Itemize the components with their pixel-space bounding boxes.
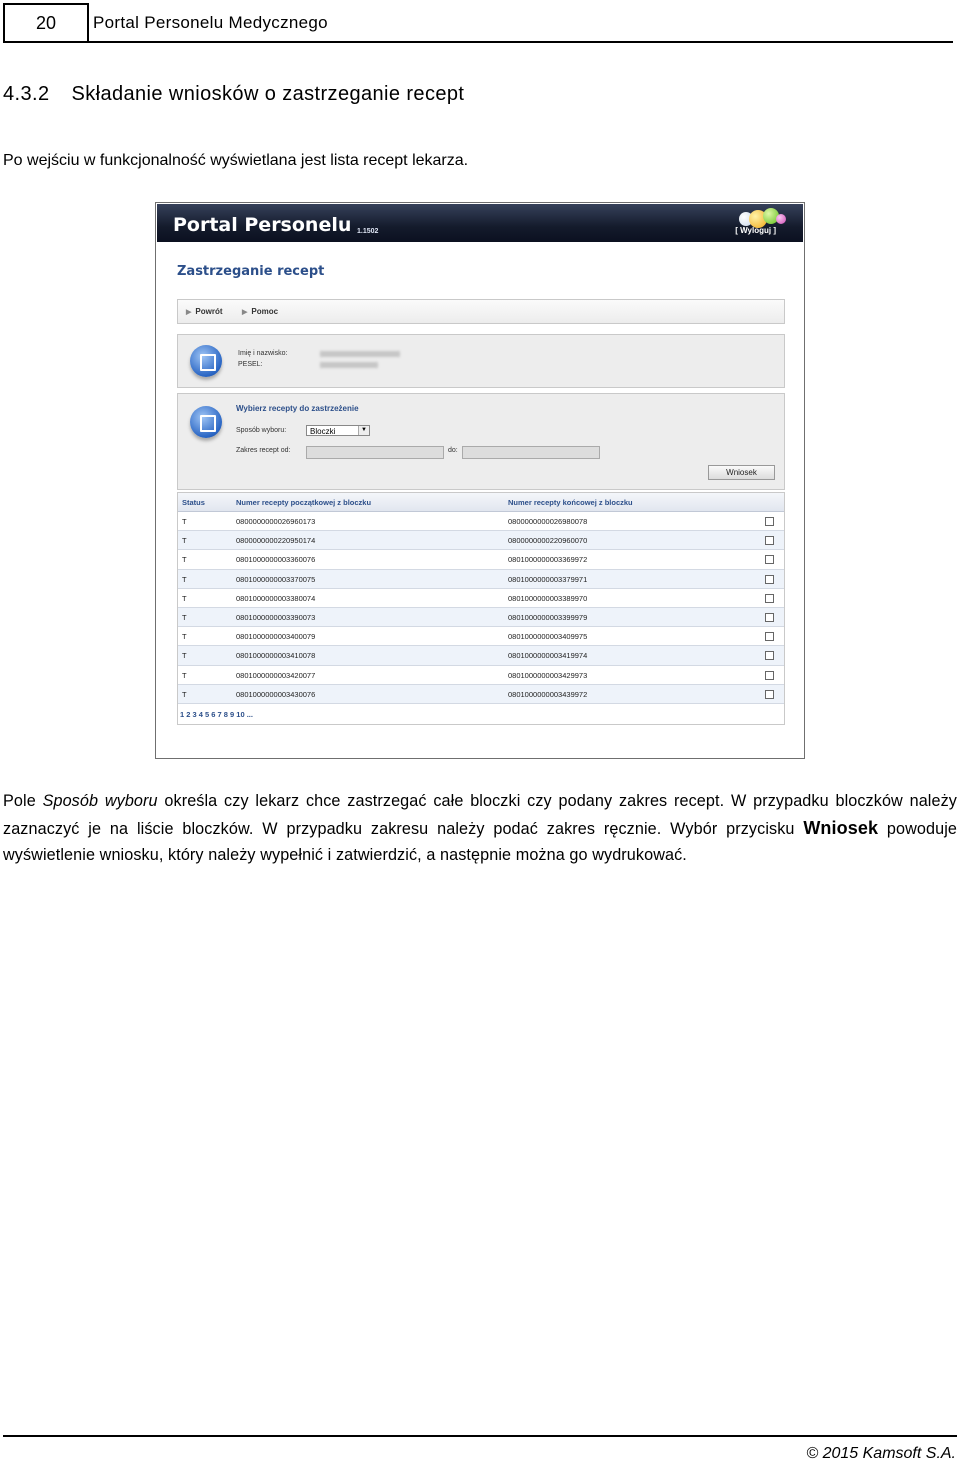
end-number-cell: 0801000000003409975	[508, 632, 588, 642]
name-value-blurred	[320, 351, 400, 357]
table-row	[178, 531, 784, 550]
portal-body	[157, 242, 803, 757]
section-title: Składanie wniosków o zastrzeganie recept	[71, 83, 465, 105]
start-number-cell: 0800000000220950174	[236, 536, 316, 546]
row-checkbox[interactable]	[765, 671, 774, 680]
row-checkbox[interactable]	[765, 517, 774, 526]
row-checkbox[interactable]	[765, 613, 774, 622]
range-to-input[interactable]	[462, 446, 600, 459]
start-number-cell: 0800000000026960173	[236, 517, 316, 526]
status-cell: T	[182, 612, 187, 622]
end-number-cell: 0801000000003439972	[508, 689, 588, 699]
portal-header-bar	[157, 204, 803, 242]
page-header	[3, 3, 953, 43]
status-cell: T	[182, 632, 187, 642]
back-button[interactable]: ▶ Powrót	[186, 307, 223, 316]
edit-document-icon	[190, 406, 222, 438]
start-number-cell: 0801000000003410078	[236, 651, 316, 661]
table-row	[178, 608, 784, 627]
end-number-cell: 0801000000003379971	[508, 574, 588, 584]
edit-document-icon	[190, 345, 222, 377]
selection-heading: Wybierz recepty do zastrzeżenie	[236, 404, 359, 413]
status-cell: T	[182, 536, 187, 546]
column-header-status: Status	[182, 498, 205, 507]
page-number: 20	[3, 3, 89, 41]
table-row	[178, 666, 784, 685]
chevron-down-icon: ▼	[358, 426, 369, 435]
range-from-input[interactable]	[306, 446, 444, 459]
start-number-cell: 0801000000003420077	[236, 670, 316, 680]
end-number-cell: 0800000000220960070	[508, 536, 588, 546]
status-cell: T	[182, 574, 187, 584]
wniosek-button[interactable]: Wniosek	[708, 465, 775, 480]
status-cell: T	[182, 555, 187, 565]
start-number-cell: 0801000000003400079	[236, 632, 316, 642]
footer-divider	[3, 1435, 957, 1437]
arrow-left-icon: ▶	[186, 309, 192, 316]
range-label: Zakres recept od:	[236, 447, 291, 454]
pager-links[interactable]: 1 2 3 4 5 6 7 8 9 10 ...	[180, 709, 253, 719]
header-title: Portal Personelu Medycznego	[93, 13, 328, 32]
table-row	[178, 646, 784, 665]
status-cell: T	[182, 689, 187, 699]
start-number-cell: 0801000000003360076	[236, 555, 316, 565]
table-header	[178, 493, 784, 512]
status-cell: T	[182, 670, 187, 680]
section-heading	[3, 83, 464, 106]
portal-version: 1.1502	[357, 228, 379, 235]
end-number-cell: 0800000000026980078	[508, 517, 588, 526]
status-cell: T	[182, 593, 187, 603]
row-checkbox[interactable]	[765, 594, 774, 603]
end-number-cell: 0801000000003419974	[508, 651, 588, 661]
start-number-cell: 0801000000003380074	[236, 593, 316, 603]
paragraph-text: określa czy lekarz chce zastrzegać całe bloczki czy podany zakres recept. W przypadku bloczków należy zaznaczyć je na liście bloczków. W przypadku zakresu należy podać zakres ręcznie. Wybór przycisku	[3, 792, 957, 838]
portal-screenshot	[155, 202, 805, 759]
logout-link[interactable]: [ Wyloguj ]	[735, 226, 776, 235]
body-paragraph	[3, 788, 957, 869]
table-row	[178, 589, 784, 608]
column-header-end: Numer recepty końcowej z bloczku	[508, 498, 633, 507]
method-select-value: Bloczki	[310, 427, 336, 436]
end-number-cell: 0801000000003429973	[508, 670, 588, 680]
row-checkbox[interactable]	[765, 651, 774, 660]
row-checkbox[interactable]	[765, 632, 774, 641]
table-row	[178, 627, 784, 646]
portal-page-title: Zastrzeganie recept	[177, 264, 325, 279]
table-row	[178, 550, 784, 569]
table-row	[178, 512, 784, 531]
end-number-cell: 0801000000003389970	[508, 593, 588, 603]
table-row	[178, 570, 784, 589]
start-number-cell: 0801000000003390073	[236, 612, 316, 622]
row-checkbox[interactable]	[765, 690, 774, 699]
help-button[interactable]: ▶ Pomoc	[242, 307, 279, 316]
row-checkbox[interactable]	[765, 536, 774, 545]
end-number-cell: 0801000000003399979	[508, 612, 588, 622]
end-number-cell: 0801000000003369972	[508, 555, 588, 565]
prescription-table	[177, 492, 785, 725]
paragraph-text: Pole	[3, 792, 43, 810]
pager[interactable]	[178, 704, 784, 724]
arrow-right-icon: ▶	[242, 309, 248, 316]
column-header-start: Numer recepty początkowej z bloczku	[236, 498, 372, 507]
method-select[interactable]	[306, 425, 370, 436]
toolbar	[177, 299, 785, 324]
start-number-cell: 0801000000003370075	[236, 574, 316, 584]
start-number-cell: 0801000000003430076	[236, 689, 316, 699]
section-number: 4.3.2	[3, 83, 50, 105]
status-cell: T	[182, 651, 187, 661]
paragraph-italic-term: Sposób wyboru	[42, 792, 158, 810]
selection-panel	[177, 393, 785, 490]
copyright: © 2015 Kamsoft S.A.	[806, 1445, 956, 1462]
table-row	[178, 685, 784, 704]
portal-title: Portal Personelu	[173, 214, 352, 236]
name-label: Imię i nazwisko:	[238, 350, 288, 357]
intro-text: Po wejściu w funkcjonalność wyświetlana jest lista recept lekarza.	[3, 152, 469, 169]
row-checkbox[interactable]	[765, 575, 774, 584]
row-checkbox[interactable]	[765, 555, 774, 564]
method-label: Sposób wyboru:	[236, 427, 287, 434]
pesel-value-blurred	[320, 362, 378, 368]
paragraph-bold-term: Wniosek	[803, 817, 879, 838]
pesel-label: PESEL:	[238, 361, 263, 368]
person-panel	[177, 334, 785, 388]
status-cell: T	[182, 517, 187, 526]
range-to-label: do:	[448, 447, 458, 454]
paragraph-text: powoduje wyświetlenie wniosku, który należy wypełnić i zatwierdzić, a następnie można go wydrukować.	[3, 819, 957, 864]
